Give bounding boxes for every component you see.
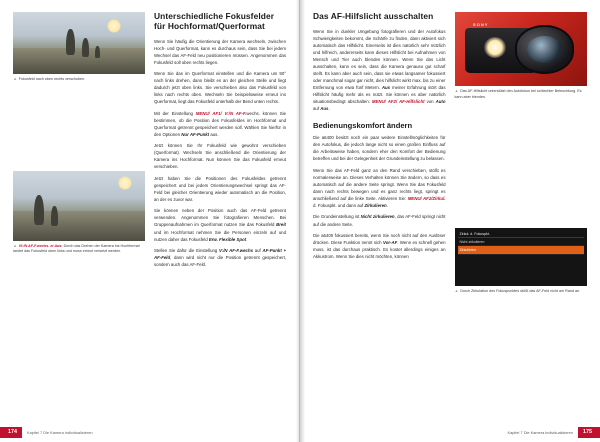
left-page-columns bbox=[13, 12, 286, 416]
caption-text: Durch Zirkulation des Fokuspunktes stößt das AF-Feld nicht am Rand an. bbox=[460, 289, 581, 294]
figure-af-hilfslicht-kamera bbox=[455, 12, 588, 100]
caption-triangle-icon: ▲ bbox=[454, 288, 459, 294]
paragraph: Wenn Sie häufig die Orientierung der Kamera wechseln, zwischen Hoch- und Querformat, kann es durchaus sein, dass Sie bei jedem Wechsel das AF-Feld neu positionieren müssen. Angenommen das Fokusfeld soll oben rechts liegen. bbox=[154, 38, 286, 65]
right-page-footer bbox=[300, 422, 600, 442]
lcd-menu-row-selected bbox=[458, 246, 585, 254]
paragraph: Wenn Sie in dunkler Umgebung fotografieren und der Autofokus Schwierigkeiten bekommt, die Schärfe zu finden, dann aktiviert sich automatisch das Hilfslicht. Einerseits ist dies natürlich sehr nützlich und hilfreich, andererseits kann dieses Hilfslicht bei Aufnahmen von Mensch und Tier auch blenden können. Wenn Sie das Licht ausschalten, kann es sein, dass die Kamera genauso gut scharf stellt. Es kann aber auch sein, dass sie etwas langsamer fokussiert oder manchmal sogar gar nicht, dies hilfslicht wirkt max. bis zu einer Entfernung von etwa fünf Metern. Aus meiner Erfahrung stört das Hilfslicht häufig mehr als es nützt. Sie können es aber natürlich situationsbedingt abschalten: MENU/ AF2/ AF-Hilfslicht von Auto auf Aus. bbox=[313, 28, 446, 112]
paragraph: Stellen Sie dafür die Einstellung V:/N AF-F.wechs auf AF-Punkt + AF-Feld, dann wird nicht nur die Position getrennt gespeichert, sondern auch das AF-Feld. bbox=[154, 247, 287, 268]
page-heading: Unterschiedliche Fokusfelder für Hochformat/Querformat bbox=[154, 11, 275, 31]
paragraph: Die a6400 fokussiert bereits, wenn Sie noch nicht auf den Auslöser drücken. Diese Funktion nennt sich Vor-AF. Wenn es schnell gehen muss, ist das durchaus praktisch. Es kostet allerdings einiges an Akkustrom. Wenn Sie dies nicht möchten, können bbox=[313, 232, 446, 260]
paragraph-menu-path: Wenn Sie das AF-Feld ganz an den Rand verschieben, stößt es normalerweise an. Dieses Verhalten können Sie ändern, so dass es automatisch auf die andere Seite springt. Wenn Sie das Fokusfeld dann nach rechts bewegen und es ganz rechts liegt, springt es anschließend auf die linke Seite. Aktivieren Sie: MENU/ AF2/Zirkul. d. Fokuspkt. und dann auf Zirkulieren. bbox=[313, 167, 446, 209]
photo-ground bbox=[13, 211, 145, 240]
page-number: 175 bbox=[578, 427, 600, 438]
figure-vn-af-fwechs bbox=[13, 171, 145, 255]
photo-lens-glass bbox=[527, 36, 561, 63]
figure-caption bbox=[455, 88, 588, 100]
footer-chapter-label: Kapitel 7 Die Kamera individualisieren bbox=[507, 429, 573, 435]
photo-stone bbox=[95, 46, 100, 58]
photo-stone bbox=[66, 29, 75, 55]
photo-af-assist-light bbox=[484, 37, 507, 58]
caption-text: Durch das Drehen der Kamera ins Hochformat landet das Fokusfeld oben links und muss erneut versetzt werden. bbox=[13, 243, 140, 254]
photo-lcd-menu bbox=[455, 228, 588, 286]
lcd-menu-title: Zirkul. d. Fokuspkt. bbox=[458, 231, 585, 238]
page-subheading: Bedienungskomfort ändern bbox=[313, 121, 413, 131]
figure-caption bbox=[455, 288, 588, 295]
paragraph: Die a6400 besitzt noch ein paar weitere Einstellmöglichkeiten für den Autofokus, die jedoch lange nicht so einen großen Einfluss auf die Arbeitsweise haben, sondern eher den Komfort der Bedienung betreffen und bei der Gelegenheit der Grundeinstellung zu belassen. bbox=[313, 135, 446, 162]
footer-right-group bbox=[507, 427, 600, 438]
photo-camera-af-assist bbox=[455, 12, 588, 86]
photo-stone bbox=[34, 195, 44, 225]
page-heading: Das AF-Hilfslicht ausschalten bbox=[313, 11, 434, 21]
photo-stone bbox=[82, 38, 89, 57]
left-figure-column bbox=[13, 12, 145, 416]
left-page-footer bbox=[0, 422, 299, 442]
figure-caption bbox=[13, 76, 145, 83]
lcd-menu-row-label: Nicht zirkulieren bbox=[459, 239, 485, 244]
footer-chapter-label: Kapitel 7 Die Kamera individualisieren bbox=[27, 429, 93, 435]
paragraph: Sie können neben der Position auch das AF-Feld getrennt verwenden. Angenommen Sie fotografieren Menschen. Bei Gruppenaufnahmen im Querformat nutzen Sie das Fokusfeld Breit und im Hochformat nehmen Sie die Personen einzeln auf und nutzen daher das Fokusfeld Erw. Flexible Spot. bbox=[154, 208, 286, 242]
right-page-columns bbox=[313, 12, 587, 416]
figure-caption bbox=[13, 243, 145, 255]
paragraph: Jetzt können Sie Ihr Fokusfeld wie gewohnt verschieben (Querformat). Wechseln Sie anschließend die Orientierung der Kamera ins Hochformat. Nun können Sie das Fokusfeld erneut verschieben. bbox=[154, 143, 286, 170]
caption-triangle-icon: ▲ bbox=[13, 242, 18, 248]
photo-camera-brand: SONY bbox=[473, 21, 489, 27]
caption-text: Fokusfeld nach oben rechts verschoben. bbox=[18, 77, 86, 82]
caption-text: Das AF-Hilfslicht unterstützt den Autofokus bei schlechter Beleuchtung. Es kann aber blenden. bbox=[454, 89, 582, 99]
caption-menu-path: VI:/N AF-F.wechs. ei Aus: bbox=[18, 243, 63, 248]
page-number: 174 bbox=[0, 427, 22, 438]
photo-ground bbox=[13, 48, 145, 74]
photo-rock-landscape-1 bbox=[13, 12, 145, 74]
photo-stone bbox=[51, 206, 58, 226]
figure-fokusfeld-oben-rechts bbox=[13, 12, 145, 83]
left-text-column bbox=[154, 12, 286, 416]
footer-left-group bbox=[0, 427, 93, 438]
caption-triangle-icon: ▲ bbox=[454, 88, 459, 94]
figure-lcd-zirkul-fokuspkt bbox=[455, 228, 588, 295]
caption-triangle-icon: ▲ bbox=[13, 76, 18, 82]
paragraph: Die Grundeinstellung ist Nicht zirkulieren, das AF-Feld springt nicht auf die andere Seite. bbox=[313, 214, 446, 227]
paragraph: Jetzt haben Sie die Positionen des Fokusfeldes getrennt gespeichert und bei jedem Orientierungswechsel springt das AF-Feld bei gleicher Orientierung wieder automatisch an die Position, an der es zuvor war. bbox=[154, 175, 286, 202]
paragraph-menu-path: Mit der Einstellung MENU/ AF1/ V:/N AF-F.wechs. können Sie bestimmen, ob die Position des Fokusfeldes im Hochformat und Querformat getrennt gespeichert werden soll. Wählen Sie hierfür in den Optionen Nur AF-Punkt aus. bbox=[154, 110, 286, 137]
right-page bbox=[300, 0, 600, 442]
lcd-menu-row bbox=[458, 238, 585, 246]
right-text-column bbox=[313, 12, 446, 416]
paragraph: Wenn Sie das im Querformat einstellen und die Kamera um 90° nach links drehen, dann bleibt es an der gleichen Stelle und liegt dadurch jetzt oben links. Sie verschieben also das Fokusfeld von links nach rechts oben. Wechseln Sie beispielsweise erneut ins Querformat, liegt das Fokusfeld unterhalb der Bend unten rechts. bbox=[154, 71, 286, 105]
lcd-menu-row-label: Zirkulieren bbox=[459, 248, 476, 253]
right-figure-column bbox=[455, 12, 588, 416]
photo-rock-portrait-2 bbox=[13, 171, 145, 241]
